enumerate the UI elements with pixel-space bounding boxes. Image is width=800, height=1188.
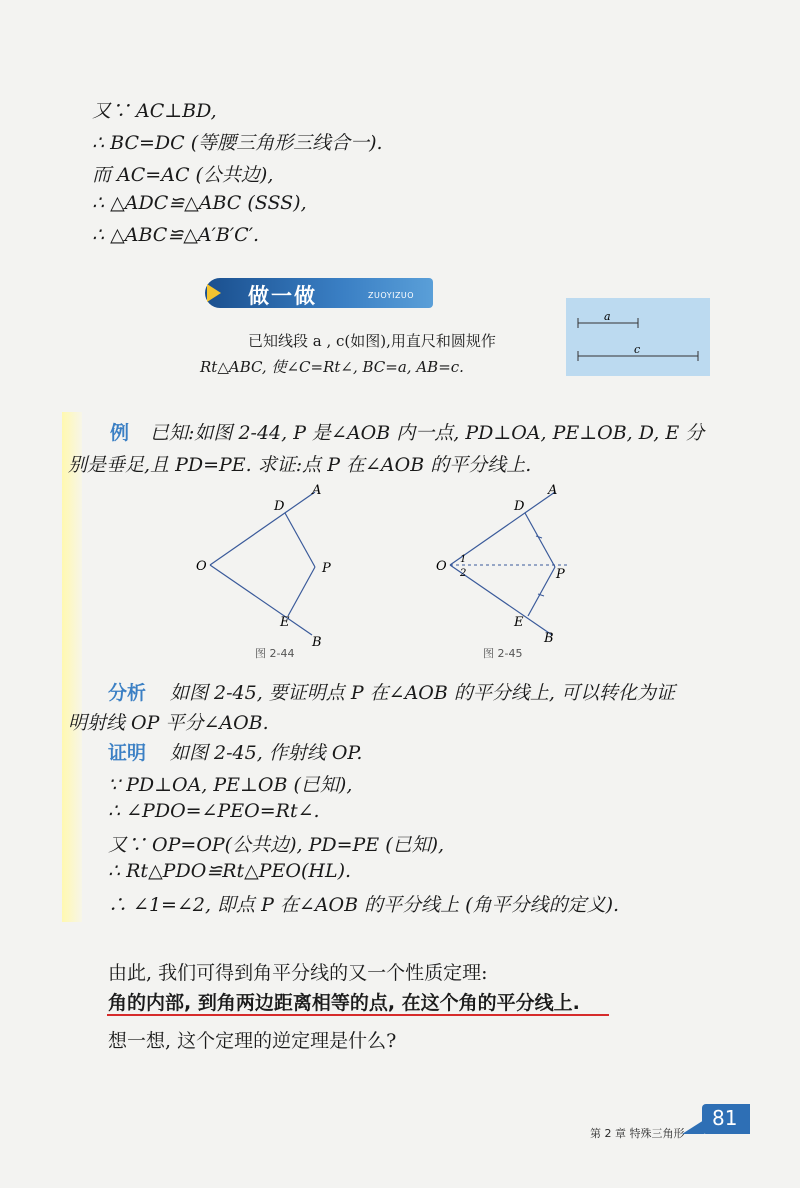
label-e: E [514, 615, 524, 630]
conclusion-intro: 由此, 我们可得到角平分线的又一个性质定理: [108, 962, 488, 984]
segments-svg [566, 298, 710, 376]
example-label: 例 [110, 422, 130, 444]
proof-top-line-5: ∴ △ABC≌△A′B′C′. [92, 224, 260, 246]
proof-top-line-3: 而 AC=AC (公共边), [92, 164, 274, 186]
play-arrow-icon [207, 284, 221, 302]
chapter-label: 第 2 章 特殊三角形 [590, 1127, 685, 1140]
proof-line-1: ∵ PD⊥OA, PE⊥OB (已知), [108, 774, 353, 796]
segment-pe [288, 567, 315, 616]
figure-2-45 [430, 480, 590, 650]
practice-title: 做一做 [248, 284, 317, 308]
proof-line-0: 如图 2-45, 作射线 OP. [170, 742, 363, 764]
page-number: 81 [712, 1106, 738, 1130]
proof-line-5: ∴ ∠1=∠2, 即点 P 在∠AOB 的平分线上 (角平分线的定义). [108, 894, 620, 916]
segment-pe [528, 567, 555, 616]
proof-line-2: ∴ ∠PDO=∠PEO=Rt∠. [108, 800, 320, 822]
proof-top-line-4: ∴ △ADC≌△ABC (SSS), [92, 192, 307, 214]
proof-top-line-2: ∴ BC=DC (等腰三角形三线合一). [92, 132, 383, 154]
label-b: B [544, 631, 554, 646]
segment-pd [285, 513, 315, 567]
analysis-label: 分析 [108, 682, 147, 704]
example-line-1: 已知:如图 2-44, P 是∠AOB 内一点, PD⊥OA, PE⊥OB, D, E 分 [150, 422, 705, 444]
footer-wedge [682, 1120, 704, 1134]
proof-line-4: ∴ Rt△PDO≌Rt△PEO(HL). [108, 860, 352, 882]
figure-2-44-caption: 图 2-44 [255, 647, 295, 660]
label-angle-2: 2 [460, 568, 467, 579]
label-b: B [312, 635, 322, 650]
label-p: P [556, 567, 565, 582]
label-a: A [312, 483, 322, 498]
proof-label: 证明 [108, 742, 147, 764]
figure-2-44 [190, 480, 350, 650]
label-angle-1: 1 [460, 554, 467, 565]
label-d: D [514, 499, 525, 514]
ray-oa [210, 492, 315, 565]
segment-pd [525, 513, 555, 567]
segment-a-label: a [604, 310, 611, 323]
label-o: O [196, 559, 207, 574]
analysis-line-2: 明射线 OP 平分∠AOB. [68, 712, 269, 734]
practice-text-1: 已知线段 a , c(如图),用直尺和圆规作 [248, 332, 496, 350]
theorem-underline [107, 1014, 609, 1016]
label-e: E [280, 615, 290, 630]
segment-c-label: c [634, 343, 641, 356]
figure-2-45-caption: 图 2-45 [483, 647, 523, 660]
proof-line-3: 又∵ OP=OP(公共边), PD=PE (已知), [108, 834, 445, 856]
label-o: O [436, 559, 447, 574]
analysis-line-1: 如图 2-45, 要证明点 P 在∠AOB 的平分线上, 可以转化为证 [170, 682, 675, 704]
label-a: A [548, 483, 558, 498]
example-line-2: 别是垂足,且 PD=PE. 求证:点 P 在∠AOB 的平分线上. [68, 454, 532, 476]
segments-figure [566, 298, 710, 376]
proof-top-line-1: 又∵ AC⊥BD, [92, 100, 217, 122]
practice-text-2: Rt△ABC, 使∠C=Rt∠, BC=a, AB=c. [200, 358, 464, 376]
label-p: P [322, 561, 331, 576]
practice-subtitle: ZUOYIZUO [368, 291, 415, 300]
conclusion-question: 想一想, 这个定理的逆定理是什么? [108, 1030, 397, 1052]
theorem-statement: 角的内部, 到角两边距离相等的点, 在这个角的平分线上. [108, 992, 580, 1014]
example-highlight-band [62, 412, 82, 922]
label-d: D [274, 499, 285, 514]
